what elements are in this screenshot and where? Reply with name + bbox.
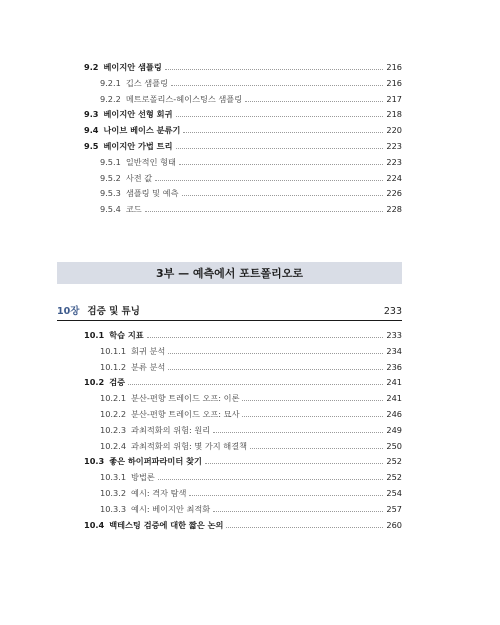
toc-entry-title: 과최적화의 위험: 원리	[131, 424, 211, 435]
toc-entry-page: 252	[386, 472, 402, 483]
toc-entry[interactable]	[84, 520, 402, 530]
toc-entry-title: 코드	[125, 204, 142, 215]
toc-entry-title: 일반적인 형태	[125, 156, 176, 167]
toc-entry[interactable]	[84, 377, 402, 387]
toc-entry-title: 베이지안 선형 회귀	[103, 109, 173, 120]
toc-entry[interactable]	[100, 173, 402, 183]
toc-entry-page: 236	[386, 361, 402, 372]
toc-entry-number: 9.2	[84, 62, 99, 72]
toc-entry-number: 10.2.2	[100, 409, 127, 419]
dot-leader	[182, 195, 384, 196]
toc-entry-number: 10.3.1	[100, 472, 127, 483]
toc-entry[interactable]	[100, 488, 402, 498]
toc-entry-title: 회귀 분석	[131, 345, 166, 356]
toc-entry-page: 250	[386, 440, 402, 451]
toc-entry-number: 9.5	[84, 141, 99, 151]
toc-entry-number: 9.5.2	[100, 172, 121, 183]
toc-entry-number: 9.5.1	[100, 156, 121, 167]
toc-entry-title: 베이지안 샘플링	[103, 62, 162, 72]
dot-leader	[242, 416, 383, 417]
toc-entry-page: 234	[386, 345, 402, 356]
toc-entry[interactable]	[84, 456, 402, 466]
toc-entry-page: 216	[386, 62, 402, 72]
toc-entry[interactable]	[100, 346, 402, 356]
dot-leader	[171, 85, 383, 86]
dot-leader	[250, 448, 383, 449]
dot-leader	[176, 116, 384, 117]
dot-leader	[245, 101, 383, 102]
toc-entry-number: 9.5.3	[100, 188, 121, 199]
toc-entry-title: 사전 값	[125, 172, 153, 183]
toc-entry-number: 10.1	[84, 330, 105, 340]
toc-entry-page: 220	[386, 125, 402, 136]
toc-entry-page: 249	[386, 424, 402, 435]
toc-entry[interactable]	[100, 472, 402, 482]
toc-entry-number: 10.3.2	[100, 488, 127, 498]
toc-entry-page: 257	[386, 503, 402, 514]
toc-entry-page: 218	[386, 109, 402, 120]
chapter-page: 233	[383, 306, 402, 317]
toc-entry-number: 10.2.1	[100, 393, 127, 404]
toc-entry-title: 나이브 베이스 분류기	[103, 125, 181, 136]
part-banner	[57, 262, 402, 284]
toc-entry[interactable]	[84, 330, 402, 340]
toc-entry-page: 260	[386, 519, 402, 530]
toc-entry-number: 10.3	[84, 456, 105, 467]
toc-entry[interactable]	[100, 94, 402, 104]
dot-leader	[155, 180, 383, 181]
toc-entry-number: 9.4	[84, 125, 99, 136]
toc-entry[interactable]	[100, 393, 402, 403]
toc-entry-number: 9.5.4	[100, 204, 121, 215]
toc-entry-number: 10.2.4	[100, 440, 127, 451]
chapter-heading[interactable]	[57, 303, 402, 321]
toc-entry-title: 검증	[109, 377, 126, 388]
toc-entry-page: 241	[386, 393, 402, 404]
toc-entry-page: 241	[386, 377, 402, 388]
toc-entry-title: 과최적화의 위험: 몇 가지 해결책	[131, 440, 248, 451]
toc-entry-page: 223	[386, 141, 402, 151]
dot-leader	[165, 69, 384, 70]
toc-entry[interactable]	[100, 188, 402, 198]
toc-entry-page: 254	[386, 488, 402, 498]
toc-entry-page: 252	[386, 456, 402, 467]
toc-entry[interactable]	[100, 409, 402, 419]
toc-entry[interactable]	[84, 62, 402, 72]
toc-entry-number: 10.3.3	[100, 503, 127, 514]
part-title: 3부 — 예측에서 포트폴리오로	[155, 267, 304, 280]
toc-entry-title: 분산-편향 트레이드 오프: 묘사	[131, 409, 240, 419]
toc-entry-page: 224	[386, 172, 402, 183]
dot-leader	[205, 463, 383, 464]
toc-entry-title: 백테스팅 검증에 대한 짧은 논의	[109, 519, 224, 530]
dot-leader	[189, 495, 383, 496]
toc-entry-title: 베이지안 가법 트리	[103, 141, 173, 151]
toc-entry-page: 226	[386, 188, 402, 199]
toc-entry[interactable]	[84, 141, 402, 151]
toc-entry-title: 방법론	[131, 472, 155, 483]
toc-entry-title: 학습 지표	[109, 330, 144, 340]
toc-entry[interactable]	[100, 441, 402, 451]
toc-entry[interactable]	[84, 109, 402, 119]
dot-leader	[183, 132, 383, 133]
dot-leader	[176, 148, 384, 149]
toc-entry-title: 예시: 베이지안 최적화	[131, 503, 211, 514]
dot-leader	[147, 337, 384, 338]
toc-entry-number: 10.2.3	[100, 424, 127, 435]
toc-entry-page: 228	[386, 204, 402, 215]
dot-leader	[242, 400, 383, 401]
toc-entry-page: 216	[386, 77, 402, 88]
toc-entry-page: 246	[386, 409, 402, 419]
toc-entry-page: 217	[386, 93, 402, 104]
toc-entry-title: 분류 분석	[131, 361, 166, 372]
dot-leader	[128, 384, 383, 385]
toc-entry[interactable]	[84, 125, 402, 135]
dot-leader	[145, 211, 384, 212]
dot-leader	[226, 527, 383, 528]
toc-entry[interactable]	[100, 204, 402, 214]
dot-leader	[213, 511, 383, 512]
toc-entry-title: 예시: 격자 탐색	[131, 488, 187, 498]
toc-entry-page: 223	[386, 156, 402, 167]
dot-leader	[168, 353, 383, 354]
toc-entry[interactable]	[100, 78, 402, 88]
toc-entry[interactable]	[100, 425, 402, 435]
toc-entry-number: 9.2.1	[100, 77, 121, 88]
toc-entry-title: 깁스 샘플링	[125, 77, 168, 88]
toc-entry[interactable]	[100, 504, 402, 514]
chapter-number: 10장	[57, 306, 80, 317]
toc-entry-number: 10.1.1	[100, 345, 127, 356]
dot-leader	[168, 369, 383, 370]
toc-entry-title: 분산-편향 트레이드 오프: 이론	[131, 393, 240, 404]
chapter-title: 검증 및 튜닝	[87, 306, 140, 317]
dot-leader	[179, 164, 383, 165]
toc-entry-number: 10.4	[84, 519, 105, 530]
dot-leader	[158, 479, 384, 480]
toc-entry-number: 9.3	[84, 109, 99, 120]
toc-entry-title: 좋은 하이퍼파라미터 찾기	[109, 456, 202, 467]
dot-leader	[213, 432, 383, 433]
toc-entry-number: 10.2	[84, 377, 105, 388]
toc-entry-page: 233	[386, 330, 402, 340]
toc-entry[interactable]	[100, 362, 402, 372]
toc-entry-number: 9.2.2	[100, 93, 121, 104]
toc-entry-title: 메트로폴리스-헤이스팅스 샘플링	[125, 93, 243, 104]
toc-entry[interactable]	[100, 157, 402, 167]
toc-entry-title: 샘플링 및 예측	[125, 188, 179, 199]
toc-entry-number: 10.1.2	[100, 361, 127, 372]
